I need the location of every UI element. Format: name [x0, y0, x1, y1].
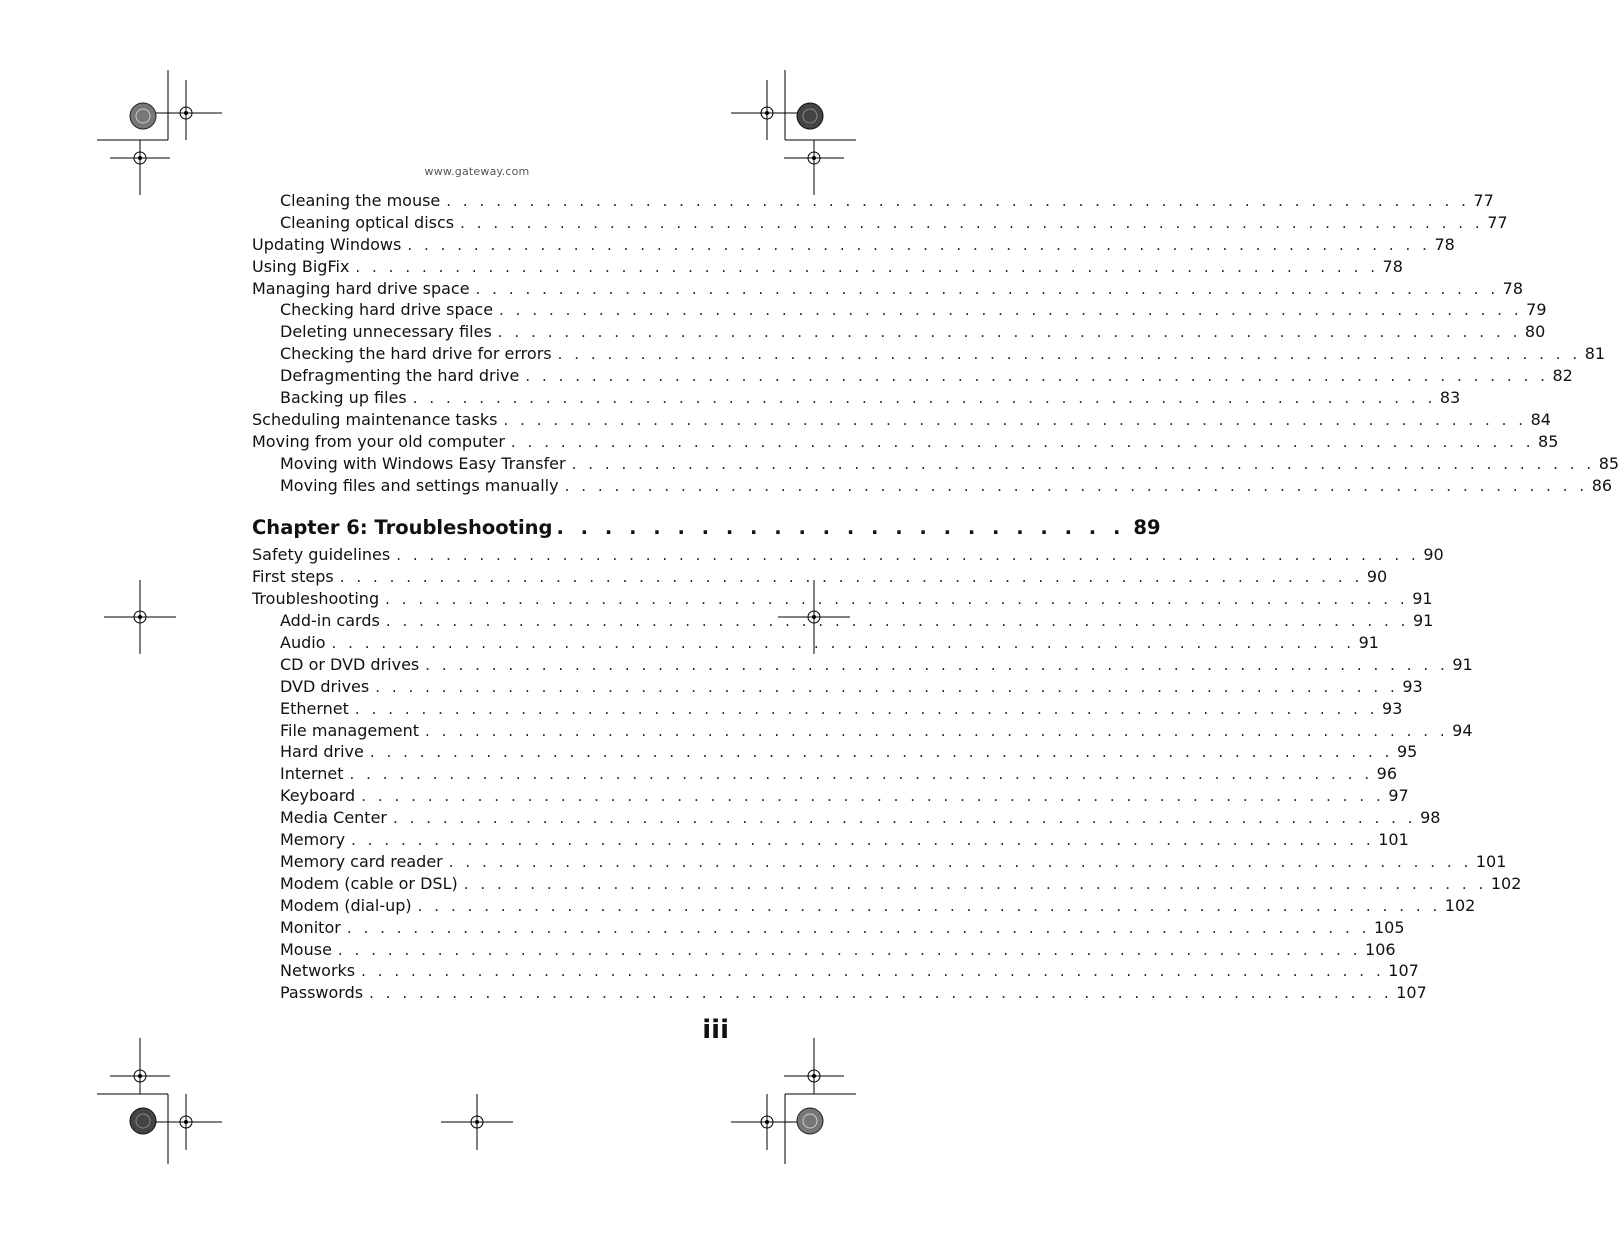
toc-leader-dots: . . . . . . . . . . . . . . . . . . . . . . . . . . . . . . . . . . . . . . . . . . . . . . . . . . . . . . . . . . . . . . — [369, 743, 1393, 762]
toc-entry-title: Memory card reader — [280, 851, 443, 871]
toc-leader-dots: . . . . . . . . . . . . . . . . . . . . . . . . . . . . . . . . . . . . . . . . . . . . . . . . . . . . . . . . . . . . . . — [354, 699, 1379, 718]
toc-entry-page: 95 — [1397, 742, 1418, 762]
toc-leader-dots: . . . . . . . . . . . . . . . . . . . . . . . . . . . . . . . . . . . . . . . . . . . . . . . . . . . . . . . . . . . . . . — [351, 831, 1375, 850]
toc-entry-title: Scheduling maintenance tasks — [252, 409, 498, 429]
toc-entry-title: Troubleshooting — [252, 589, 380, 609]
toc-leader-dots: . . . . . . . . . . . . . . . . . . . . . . . . . . . . . . . . . . . . . . . . . . . . . . . . . . . . . . . . . . . . . . — [503, 410, 1527, 429]
toc-entry[interactable] — [252, 895, 1476, 917]
toc-leader-dots: . . . . . . . . . . . . . . . . . . . . . . . . . . . . . . . . . . . . . . . . . . . . . . . . . . . . . . . . . . . . . . — [369, 984, 1393, 1003]
toc-entry-title: DVD drives — [280, 676, 370, 696]
chapter-heading[interactable] — [252, 514, 1161, 542]
toc-entry-title: File management — [280, 720, 420, 740]
toc-entry[interactable] — [252, 544, 1444, 566]
toc-entry-page: 77 — [1487, 212, 1508, 232]
toc-entry-page: 98 — [1420, 808, 1441, 828]
toc-section-bottom — [252, 544, 1522, 1004]
toc-entry-page: 107 — [1388, 961, 1419, 981]
page-folio: iii — [702, 1015, 729, 1045]
toc-leader-dots: . . . . . . . . . . . . . . . . . . . . . . . . . . . . . . . . . . . . . . . . . . . . . . . . . . . . . . . . . . . . . . — [463, 874, 1487, 893]
toc-entry[interactable] — [252, 676, 1423, 698]
toc-entry-page: 93 — [1382, 698, 1403, 718]
toc-entry[interactable] — [252, 409, 1551, 431]
toc-entry[interactable] — [252, 807, 1441, 829]
toc-entry-title: Checking the hard drive for errors — [280, 344, 552, 364]
toc-entry-page: 102 — [1490, 873, 1522, 893]
toc-entry[interactable] — [252, 785, 1409, 807]
toc-entry-title: Cleaning the mouse — [280, 191, 441, 210]
toc-entry-title: Using BigFix — [252, 256, 350, 276]
toc-entry-title: Passwords — [280, 983, 364, 1003]
toc-entry-page: 96 — [1376, 764, 1398, 784]
toc-entry[interactable] — [252, 741, 1418, 763]
table-of-contents — [252, 190, 1619, 1004]
toc-leader-dots: . . . . . . . . . . . . . . . . . . . . . . . . . . . . . . . . . . . . . . . . . . . . . . . . . . . . . . . . . . . . . . — [361, 787, 1385, 806]
toc-entry-page: 85 — [1598, 453, 1619, 473]
toc-entry[interactable] — [252, 321, 1546, 343]
chapter-title: Chapter 6: Troubleshooting — [252, 516, 553, 540]
toc-entry-page: 85 — [1538, 431, 1559, 451]
toc-entry-page: 105 — [1373, 917, 1405, 937]
toc-leader-dots: . . . . . . . . . . . . . . . . . . . . . . . . . . . . . . . . . . . . . . . . . . . . . . . . . . . . . . . . . . . . . . — [331, 634, 1355, 653]
toc-entry[interactable] — [252, 365, 1573, 387]
toc-leader-dots: . . . . . . . . . . . . . . . . . . . . . . . . . . . . . . . . . . . . . . . . . . . . . . . . . . . . . . . . . . . . . . — [475, 279, 1499, 298]
toc-leader-dots: . . . . . . . . . . . . . . . . . . . . . . . . . . . . . . . . . . . . . . . . . . . . . . . . . . . . . . . . . . . . . . — [417, 896, 1441, 915]
toc-entry-title: Modem (cable or DSL) — [280, 873, 458, 893]
toc-entry-page: 91 — [1412, 589, 1433, 609]
toc-leader-dots: . . . . . . . . . . . . . . . . . . . . . . . . . . . . . . . . . . . . . . . . . . . . . . . . . . . . . . . . . . . . . . — [525, 367, 1549, 386]
toc-leader-dots: . . . . . . . . . . . . . . . . . . . . . . . . . . . . . . . . . . . . . . . . . . . . . . . . . . . . . . . . . . . . . . — [448, 852, 1472, 871]
toc-entry-page: 77 — [1473, 191, 1494, 210]
toc-entry[interactable] — [252, 566, 1388, 588]
toc-entry-page: 107 — [1396, 983, 1427, 1003]
toc-entry-title: Checking hard drive space — [280, 300, 494, 320]
toc-entry-page: 86 — [1591, 475, 1613, 495]
toc-entry-title: Managing hard drive space — [252, 278, 470, 298]
toc-entry-page: 102 — [1444, 895, 1476, 915]
toc-entry-title: Deleting unnecessary files — [280, 322, 492, 342]
toc-entry-page: 78 — [1434, 234, 1455, 254]
toc-entry-page: 84 — [1530, 409, 1551, 429]
toc-entry-page: 80 — [1524, 322, 1546, 342]
toc-entry-title: Defragmenting the hard drive — [280, 366, 520, 386]
toc-leader-dots: . . . . . . . . . . . . . . . . . . . . . . . . . . . . . . . . . . . . . . . . . . . . . . . . . . . . . . . . . . . . . . — [396, 546, 1420, 565]
toc-leader-dots: . . . . . . . . . . . . . . . . . . . . . . . . . . . . . . . . . . . . . . . . . . . . . . . . . . . . . . . . . . . . . . — [339, 568, 1363, 587]
toc-leader-dots: . . . . . . . . . . . . . . . . . . . . . . . . . . . . . . . . . . . . . . . . . . . . . . . . . . . . . . . . . . . . . . — [361, 962, 1385, 981]
toc-entry-title: Keyboard — [280, 786, 356, 806]
chapter-leader-dots: . . . . . . . . . . . . . . . . . . . . . . . . — [556, 516, 1126, 540]
toc-entry-title: Updating Windows — [252, 234, 402, 254]
toc-entry[interactable] — [252, 982, 1427, 1004]
toc-entry-page: 101 — [1378, 830, 1409, 850]
toc-leader-dots: . . . . . . . . . . . . . . . . . . . . . . . . . . . . . . . . . . . . . . . . . . . . . . . . . . . . . . . . . . . . . . — [510, 432, 1535, 451]
toc-entry[interactable] — [252, 234, 1455, 256]
toc-entry-page: 101 — [1475, 851, 1507, 871]
toc-entry-page: 78 — [1502, 278, 1524, 298]
toc-leader-dots: . . . . . . . . . . . . . . . . . . . . . . . . . . . . . . . . . . . . . . . . . . . . . . . . . . . . . . . . . . . . . . — [564, 476, 1588, 495]
toc-entry-title: Media Center — [280, 808, 387, 828]
toc-entry[interactable] — [252, 632, 1379, 654]
toc-entry[interactable] — [252, 698, 1403, 720]
toc-entry-page: 82 — [1552, 366, 1573, 386]
toc-entry[interactable] — [252, 763, 1398, 785]
toc-entry-page: 93 — [1402, 676, 1423, 696]
toc-leader-dots: . . . . . . . . . . . . . . . . . . . . . . . . . . . . . . . . . . . . . . . . . . . . . . . . . . . . . . . . . . . . . . — [346, 918, 1370, 937]
toc-entry-title: Backing up files — [280, 388, 407, 408]
toc-entry-page: 90 — [1366, 567, 1388, 587]
toc-leader-dots: . . . . . . . . . . . . . . . . . . . . . . . . . . . . . . . . . . . . . . . . . . . . . . . . . . . . . . . . . . . . . . — [349, 765, 1373, 784]
toc-entry-title: Mouse — [280, 939, 332, 959]
toc-leader-dots: . . . . . . . . . . . . . . . . . . . . . . . . . . . . . . . . . . . . . . . . . . . . . . . . . . . . . . . . . . . . . . — [355, 257, 1379, 276]
toc-entry[interactable] — [252, 212, 1508, 234]
toc-leader-dots: . . . . . . . . . . . . . . . . . . . . . . . . . . . . . . . . . . . . . . . . . . . . . . . . . . . . . . . . . . . . . . — [385, 612, 1409, 631]
toc-leader-dots: . . . . . . . . . . . . . . . . . . . . . . . . . . . . . . . . . . . . . . . . . . . . . . . . . . . . . . . . . . . . . . — [337, 940, 1362, 959]
toc-entry[interactable] — [252, 475, 1613, 497]
toc-entry-title: Moving files and settings manually — [280, 475, 559, 495]
toc-leader-dots: . . . . . . . . . . . . . . . . . . . . . . . . . . . . . . . . . . . . . . . . . . . . . . . . . . . . . . . . . . . . . . — [460, 213, 1484, 232]
toc-entry-page: 106 — [1365, 939, 1396, 959]
toc-entry-title: Modem (dial-up) — [280, 895, 412, 915]
toc-entry-page: 91 — [1358, 633, 1379, 653]
toc-entry[interactable] — [252, 431, 1559, 453]
toc-leader-dots: . . . . . . . . . . . . . . . . . . . . . . . . . . . . . . . . . . . . . . . . . . . . . . . . . . . . . . . . . . . . . . — [446, 192, 1470, 210]
toc-entry[interactable] — [252, 873, 1522, 895]
toc-entry[interactable] — [252, 917, 1405, 939]
toc-entry-page: 90 — [1423, 545, 1444, 565]
toc-leader-dots: . . . . . . . . . . . . . . . . . . . . . . . . . . . . . . . . . . . . . . . . . . . . . . . . . . . . . . . . . . . . . . — [375, 677, 1399, 696]
toc-leader-dots: . . . . . . . . . . . . . . . . . . . . . . . . . . . . . . . . . . . . . . . . . . . . . . . . . . . . . . . . . . . . . . — [571, 454, 1595, 473]
toc-entry-page: 94 — [1452, 720, 1473, 740]
toc-entry-title: CD or DVD drives — [280, 654, 420, 674]
toc-entry-title: Monitor — [280, 917, 341, 937]
toc-section-top — [252, 190, 1619, 496]
toc-leader-dots: . . . . . . . . . . . . . . . . . . . . . . . . . . . . . . . . . . . . . . . . . . . . . . . . . . . . . . . . . . . . . . — [412, 389, 1436, 408]
toc-leader-dots: . . . . . . . . . . . . . . . . . . . . . . . . . . . . . . . . . . . . . . . . . . . . . . . . . . . . . . . . . . . . . . — [385, 590, 1409, 609]
toc-entry[interactable] — [252, 851, 1507, 873]
toc-entry-title: Safety guidelines — [252, 545, 391, 565]
toc-leader-dots: . . . . . . . . . . . . . . . . . . . . . . . . . . . . . . . . . . . . . . . . . . . . . . . . . . . . . . . . . . . . . . — [425, 655, 1449, 674]
toc-entry[interactable] — [252, 720, 1473, 742]
toc-entry-title: Add-in cards — [280, 611, 380, 631]
toc-entry[interactable] — [252, 387, 1461, 409]
toc-entry[interactable] — [252, 299, 1547, 321]
toc-entry[interactable] — [252, 278, 1524, 300]
toc-entry-page: 91 — [1412, 611, 1434, 631]
toc-entry-title: Moving from your old computer — [252, 431, 505, 451]
toc-entry-title: Cleaning optical discs — [280, 212, 455, 232]
toc-entry-title: Networks — [280, 961, 356, 981]
toc-entry-page: 83 — [1439, 388, 1461, 408]
toc-entry[interactable] — [252, 190, 1494, 212]
toc-entry[interactable] — [252, 654, 1473, 676]
toc-entry-title: Audio — [280, 633, 326, 653]
toc-leader-dots: . . . . . . . . . . . . . . . . . . . . . . . . . . . . . . . . . . . . . . . . . . . . . . . . . . . . . . . . . . . . . . — [557, 345, 1581, 364]
toc-leader-dots: . . . . . . . . . . . . . . . . . . . . . . . . . . . . . . . . . . . . . . . . . . . . . . . . . . . . . . . . . . . . . . — [499, 301, 1523, 320]
toc-entry[interactable] — [252, 453, 1619, 475]
toc-entry[interactable] — [252, 939, 1396, 961]
toc-entry-page: 97 — [1388, 786, 1409, 806]
toc-entry[interactable] — [252, 588, 1433, 610]
toc-entry[interactable] — [252, 610, 1434, 632]
toc-entry[interactable] — [252, 343, 1606, 365]
chapter-page: 89 — [1133, 516, 1161, 540]
toc-entry-title: Internet — [280, 764, 344, 784]
toc-entry-title: First steps — [252, 567, 334, 587]
toc-entry-title: Hard drive — [280, 742, 364, 762]
toc-entry-title: Moving with Windows Easy Transfer — [280, 453, 566, 473]
toc-entry[interactable] — [252, 829, 1409, 851]
toc-entry-page: 81 — [1584, 344, 1606, 364]
toc-entry-page: 79 — [1526, 300, 1547, 320]
toc-leader-dots: . . . . . . . . . . . . . . . . . . . . . . . . . . . . . . . . . . . . . . . . . . . . . . . . . . . . . . . . . . . . . . — [407, 235, 1431, 254]
toc-entry-page: 78 — [1382, 256, 1403, 276]
toc-leader-dots: . . . . . . . . . . . . . . . . . . . . . . . . . . . . . . . . . . . . . . . . . . . . . . . . . . . . . . . . . . . . . . — [497, 323, 1521, 342]
toc-entry[interactable] — [252, 960, 1419, 982]
header-url: www.gateway.com — [424, 165, 530, 178]
toc-entry-title: Ethernet — [280, 698, 349, 718]
toc-entry-page: 91 — [1452, 654, 1473, 674]
toc-entry[interactable] — [252, 256, 1403, 278]
toc-leader-dots: . . . . . . . . . . . . . . . . . . . . . . . . . . . . . . . . . . . . . . . . . . . . . . . . . . . . . . . . . . . . . . — [425, 721, 1449, 740]
toc-leader-dots: . . . . . . . . . . . . . . . . . . . . . . . . . . . . . . . . . . . . . . . . . . . . . . . . . . . . . . . . . . . . . . — [393, 809, 1417, 828]
toc-entry-title: Memory — [280, 830, 346, 850]
